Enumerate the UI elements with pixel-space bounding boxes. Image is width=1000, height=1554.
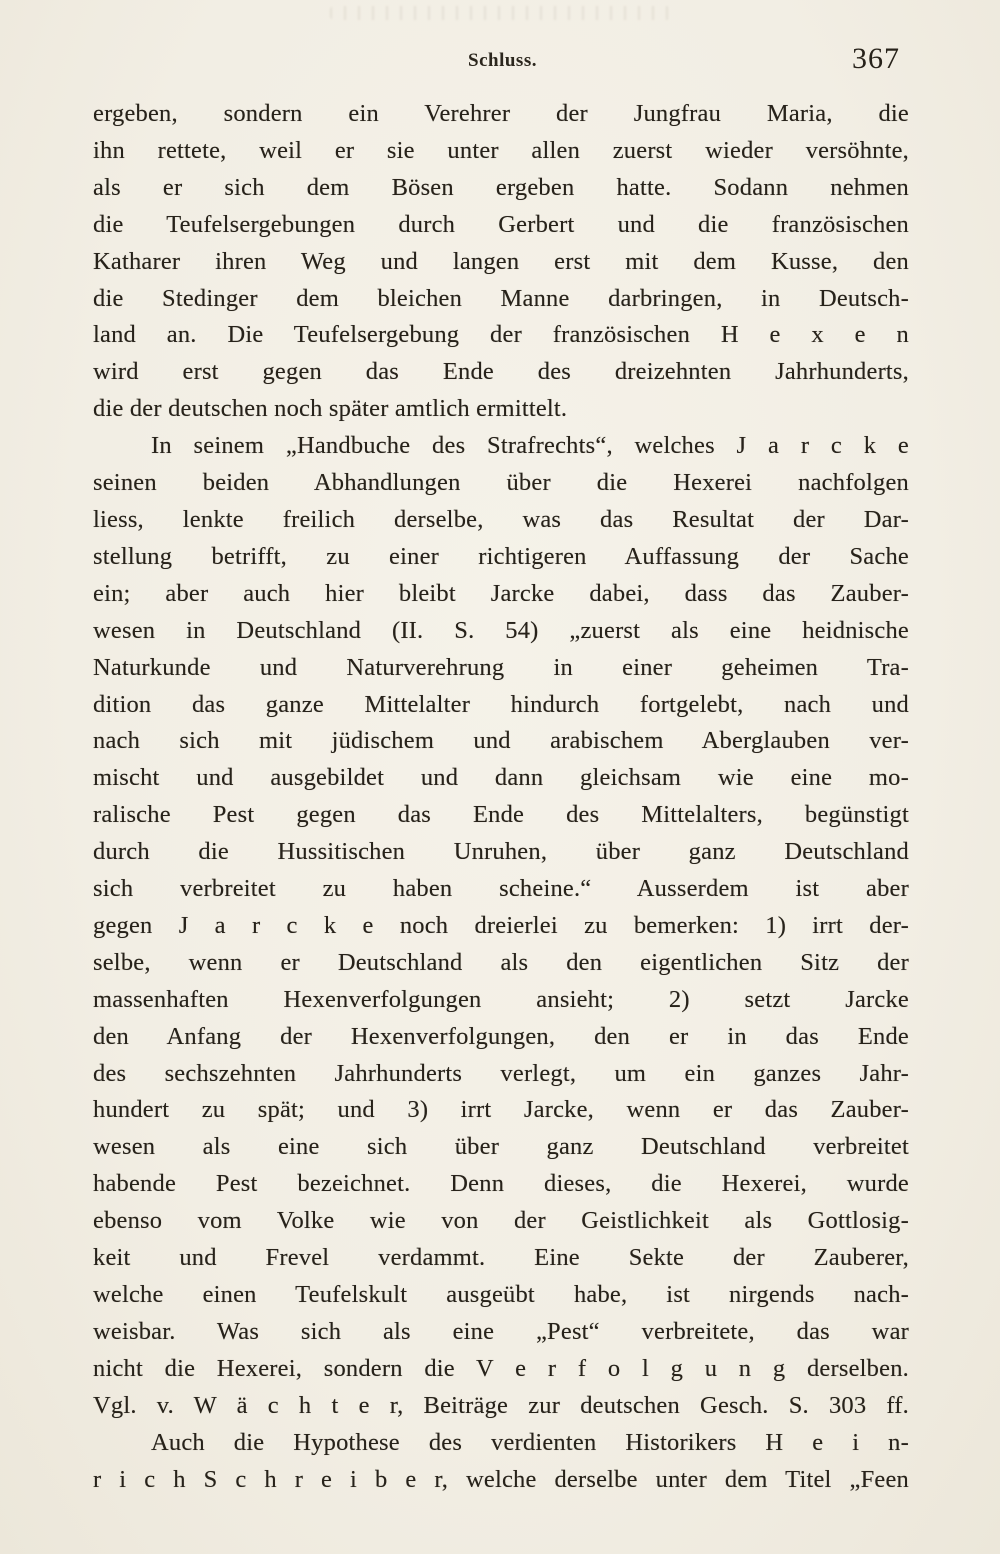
text-line: nicht die Hexerei, sondern die V e r f o l g u n g derselben. [93,1354,909,1382]
text-line: hundert zu spät; und 3) irrt Jarcke, wenn er das Zauber- [93,1096,909,1124]
text-line: wesen als eine sich über ganz Deutschland verbreitet [93,1133,909,1161]
paragraph [93,428,909,1424]
text-line: Naturkunde und Naturverehrung in einer geheimen Tra- [93,653,909,681]
text-line: liess, lenkte freilich derselbe, was das Resultat der Dar- [93,505,909,533]
text-line: dition das ganze Mittelalter hindurch fortgelebt, nach und [93,690,909,718]
paragraph [93,96,909,428]
text-line: welche einen Teufelskult ausgeübt habe, ist nirgends nach- [93,1281,909,1308]
text-line: In seinem „Handbuche des Strafrechts“, welches J a r c k e [151,432,909,460]
text-line: Katharer ihren Weg und langen erst mit dem Kusse, den [93,247,909,275]
text-line: ergeben, sondern ein Verehrer der Jungfrau Maria, die [93,100,909,127]
page-body [93,96,909,1498]
text-line: stellung betrifft, zu einer richtigeren Auffassung der Sache [93,542,909,570]
text-line: die der deutschen noch später amtlich ermittelt. [93,395,568,423]
running-title: Schluss. [468,50,537,71]
text-line: land an. Die Teufelsergebung der französischen H e x e n [93,321,909,349]
text-line: Vgl. v. W ä c h t e r, Beiträge zur deutschen Gesch. S. 303 ff. [93,1391,909,1419]
text-line: ihn rettete, weil er sie unter allen zuerst wieder versöhnte, [93,136,909,164]
text-line: als er sich dem Bösen ergeben hatte. Sodann nehmen [93,173,909,201]
text-line: habende Pest bezeichnet. Denn dieses, die Hexerei, wurde [93,1170,909,1198]
text-line: ralische Pest gegen das Ende des Mittelalters, begünstigt [93,801,909,829]
scan-smudge-artifact [330,6,670,20]
text-line: die Stedinger dem bleichen Manne darbringen, in Deutsch- [93,284,909,312]
text-line: den Anfang der Hexenverfolgungen, den er in das Ende [93,1022,909,1050]
text-line: wesen in Deutschland (II. S. 54) „zuerst als eine heidnische [93,616,909,644]
text-line: keit und Frevel verdammt. Eine Sekte der Zauberer, [93,1244,909,1272]
text-line: weisbar. Was sich als eine „Pest“ verbreitete, das war [93,1317,909,1345]
text-line: die Teufelsergebungen durch Gerbert und die französischen [93,210,909,238]
text-line: r i c h S c h r e i b e r, welche derselbe unter dem Titel „Feen [93,1465,909,1493]
page-number: 367 [852,42,900,75]
text-line: sich verbreitet zu haben scheine.“ Ausserdem ist aber [93,875,909,903]
text-line: ebenso vom Volke wie von der Geistlichkeit als Gottlosig- [93,1207,909,1235]
text-line: ein; aber auch hier bleibt Jarcke dabei, dass das Zauber- [93,579,909,607]
text-line: des sechszehnten Jahrhunderts verlegt, um ein ganzes Jahr- [93,1059,909,1087]
text-line: nach sich mit jüdischem und arabischem Aberglauben ver- [93,727,909,755]
text-line: wird erst gegen das Ende des dreizehnten Jahrhunderts, [93,358,909,386]
page-header [93,42,912,82]
paragraph [93,1425,909,1499]
text-line: mischt und ausgebildet und dann gleichsam wie eine mo- [93,764,909,792]
text-line: seinen beiden Abhandlungen über die Hexerei nachfolgen [93,469,909,497]
text-line: massenhaften Hexenverfolgungen ansieht; 2) setzt Jarcke [93,985,909,1013]
text-line: selbe, wenn er Deutschland als den eigentlichen Sitz der [93,948,909,976]
text-line: gegen J a r c k e noch dreierlei zu bemerken: 1) irrt der- [93,911,909,939]
text-line: durch die Hussitischen Unruhen, über ganz Deutschland [93,838,909,866]
text-line: Auch die Hypothese des verdienten Historikers H e i n- [151,1428,909,1456]
